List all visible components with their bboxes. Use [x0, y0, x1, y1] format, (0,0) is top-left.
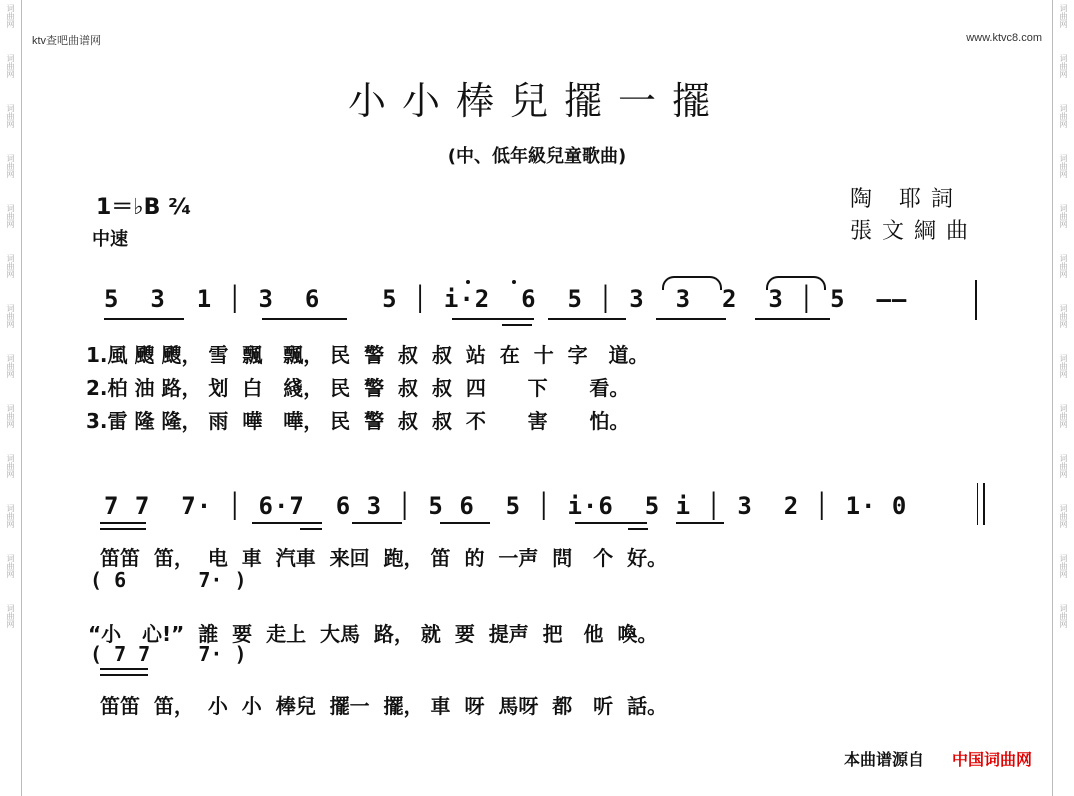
- composer-credit: 張文綱曲: [850, 219, 979, 244]
- final-barline-thin: [977, 483, 978, 525]
- side-watermark-text: 词曲网: [1059, 554, 1068, 578]
- line-2-paren-notes-2: ( 7 7 7· ): [90, 642, 247, 666]
- underline-beam: [104, 318, 184, 320]
- underline-beam: [352, 522, 402, 524]
- end-barline: [975, 280, 977, 320]
- side-watermark-text: 词曲网: [1059, 604, 1068, 628]
- side-watermark-text: 词曲网: [1059, 104, 1068, 128]
- line-2-lyric-3: 笛笛 笛， 小 小 棒兒 擺一 擺， 車 呀 馬呀 都 听 話。: [100, 694, 668, 718]
- final-barline: [983, 483, 985, 525]
- verse-2-lyric: 2.柏 油 路， 划 白 綫， 民 警 叔 叔 四 下 看。: [86, 376, 630, 400]
- song-subtitle: (中、低年級兒童歌曲): [447, 146, 627, 167]
- underline-beam: [628, 528, 648, 530]
- tie-arc: [766, 276, 826, 290]
- underline-beam: [548, 318, 626, 320]
- side-watermark-text: 词曲网: [1059, 204, 1068, 228]
- underline-beam: [676, 522, 724, 524]
- verse-3-lyric: 3.雷 隆 隆， 雨 嘩 嘩， 民 警 叔 叔 不 害 怕。: [86, 409, 630, 433]
- tempo-marking: 中速: [92, 229, 128, 250]
- high-octave-dot: [466, 280, 470, 284]
- underline-beam: [440, 522, 490, 524]
- underline-beam: [656, 318, 726, 320]
- verse-1-lyric: 1.風 颼 颼， 雪 飄 飄， 民 警 叔 叔 站 在 十 字 道。: [86, 343, 649, 367]
- key-signature: 1＝♭B ²⁄₄: [96, 195, 192, 220]
- side-watermark-text: 词曲网: [1059, 154, 1068, 178]
- underline-beam: [755, 318, 830, 320]
- score-line-1-notes: 5 3 1 │ 3 6 5 │ i·2 6 5 │ 3 3 2 3 │ 5 ——: [104, 285, 908, 313]
- side-watermark-text: 词曲网: [6, 204, 15, 228]
- underline-beam: [300, 528, 322, 530]
- side-watermark-text: 词曲网: [6, 554, 15, 578]
- side-watermark-text: 词曲网: [6, 4, 15, 28]
- underline-beam: [452, 318, 534, 320]
- right-site-link[interactable]: www.ktvc8.com: [966, 32, 1042, 44]
- side-watermark-text: 词曲网: [6, 104, 15, 128]
- side-watermark-text: 词曲网: [1059, 504, 1068, 528]
- underline-beam: [502, 324, 532, 326]
- side-watermark-text: 词曲网: [6, 304, 15, 328]
- underline-beam: [100, 668, 148, 670]
- side-watermark-text: 词曲网: [6, 154, 15, 178]
- side-watermark-text: 词曲网: [1059, 454, 1068, 478]
- side-watermark-text: 词曲网: [1059, 354, 1068, 378]
- line-2-lyric-1: 笛笛 笛， 电 車 汽車 来回 跑， 笛 的 一声 問 个 好。: [100, 546, 668, 570]
- tie-arc: [662, 276, 722, 290]
- underline-beam: [262, 318, 347, 320]
- left-site-link[interactable]: ktv查吧曲谱网: [32, 35, 102, 47]
- source-label: 本曲谱源自: [844, 750, 925, 769]
- line-2-lyric-2: “小 心!” 誰 要 走上 大馬 路， 就 要 提声 把 他 喚。: [88, 622, 658, 646]
- high-octave-dot: [512, 280, 516, 284]
- underline-beam: [100, 528, 146, 530]
- side-watermark-text: 词曲网: [6, 604, 15, 628]
- underline-beam: [575, 522, 647, 524]
- side-watermark-text: 词曲网: [1059, 54, 1068, 78]
- line-2-paren-notes-1: ( 6 7· ): [90, 568, 247, 592]
- underline-beam: [100, 674, 148, 676]
- underline-beam: [252, 522, 322, 524]
- side-watermark-text: 词曲网: [6, 504, 15, 528]
- side-watermark-text: 词曲网: [6, 354, 15, 378]
- side-watermark-text: 词曲网: [1059, 304, 1068, 328]
- song-title: 小小棒兒擺一擺: [347, 79, 726, 123]
- side-watermark-text: 词曲网: [6, 54, 15, 78]
- lyricist-credit: 陶 耶詞: [850, 187, 963, 212]
- score-line-2-notes: 7 7 7· │ 6·7 6 3 │ 5 6 5 │ i·6 5 i │ 3 2 │ 1· 0: [104, 492, 908, 520]
- source-site-link[interactable]: 中国词曲网: [952, 750, 1033, 769]
- side-watermark-text: 词曲网: [6, 404, 15, 428]
- side-watermark-text: 词曲网: [6, 254, 15, 278]
- side-watermark-text: 词曲网: [1059, 404, 1068, 428]
- side-watermark-text: 词曲网: [6, 454, 15, 478]
- underline-beam: [100, 522, 146, 524]
- side-watermark-text: 词曲网: [1059, 254, 1068, 278]
- side-watermark-text: 词曲网: [1059, 4, 1068, 28]
